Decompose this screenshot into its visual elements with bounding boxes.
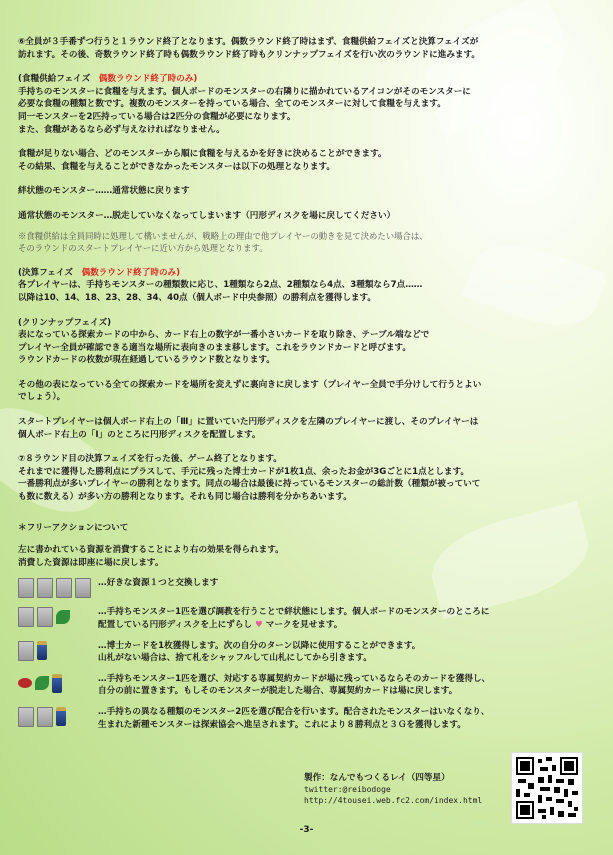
card-icon (56, 578, 72, 598)
food-note: そのラウンドのスタートプレイヤーに近い方から処理となります。 (18, 243, 268, 254)
normal-rule: 通常状態のモンスター…脱走していなくなってしまいます（円形ディスクを場に戻してください） (18, 210, 396, 221)
p7-line: ⑦８ラウンド目の決算フェイズを行った後、ゲーム終了となります。 (18, 454, 282, 465)
food-heading: (食糧供給フェイズ 偶数ラウンド終了時のみ) (18, 74, 198, 85)
cleanup-line: 表になっている探索カードの中から、カード右上の数字が一番小さいカードを取り除き、テーブル端などで (18, 330, 430, 341)
bond-rule: 絆状態のモンスター……通常状態に戻ります (18, 186, 190, 197)
resource-icons (18, 706, 98, 727)
cleanup-line: プレイヤー全員が確認できる適当な場所に表向きのまま移します。これをラウンドカードと呼びます。 (18, 342, 411, 353)
heart-icon: ♥ (255, 620, 263, 630)
p7-line: 一番勝利点が多いプレイヤーの勝利となります。同点の場合は最後に持っているモンスターの総計数（種類が被っていて (18, 479, 481, 490)
card-icon (18, 578, 34, 598)
cleanup-line: ラウンドカードの枚数が現在経過しているラウンド数となります。 (18, 355, 275, 366)
free-action-text: …好きな資源１つと交換します (98, 578, 219, 589)
food-line: 食糧が足りない場合、どのモンスターから順に食糧を与えるかを好きに決めることができます。 (18, 149, 387, 160)
food-line: 手持ちのモンスターに食糧を与えます。個人ボードのモンスターの右隣りに描かれているアイコンがそのモンスターに (18, 86, 471, 97)
card-icon (37, 607, 53, 627)
settle-heading: (決算フェイズ 偶数ラウンド終了時のみ) (18, 267, 181, 278)
free-action-row (18, 640, 598, 665)
food-line: 必要な食糧の種類と数です。複数のモンスターを持っている場合、全てのモンスターに対して食糧を与えます。 (18, 99, 446, 110)
free-intro: 左に書かれている資源を消費することにより右の効果を得られます。 (18, 545, 284, 556)
p7-line: それまでに獲得した勝利点にプラスして、手元に残った博士カードが1枚1点、余ったお金が3Gごとに1点とします。 (18, 466, 469, 477)
food-meat-icon (18, 678, 32, 688)
free-action-text: …手持ちモンスター1匹を選び、対応する専属契約カードが場に残っているならそのカードを獲得し、 (98, 673, 491, 684)
qr-code-icon (512, 753, 582, 823)
card-icon (18, 707, 34, 727)
food-leaf-icon (56, 610, 70, 624)
free-action-text: 自分の前に置きます。もしそのモンスターが脱走した場合、専属契約カードは場に戻します。 (98, 686, 458, 697)
cleanup-line: 個人ボード右上の「Ⅰ」のところに円形ディスクを配置します。 (18, 429, 261, 440)
free-action-text: 生まれた新種モンスターは探索協会へ進呈されます。これにより８勝利点と３Ｇを獲得します。 (98, 719, 466, 730)
food-leaf-icon (35, 676, 49, 690)
free-action-row (18, 577, 598, 598)
credit-url: http://4tousei.web.fc2.com/index.html (304, 796, 483, 805)
free-action-text: 山札がない場合は、捨て札をシャッフルして山札にしてから引きます。 (98, 653, 372, 664)
resource-icons (18, 606, 98, 627)
free-heading: ＊フリーアクションについて (18, 522, 129, 533)
food-line: また、食糧があるなら必ず与えなければなりません。 (18, 124, 225, 135)
potion-jar-icon (56, 707, 66, 726)
free-action-row (18, 673, 598, 698)
resource-icons (18, 640, 98, 661)
settle-line: 以降は10、14、18、23、28、34、40点（個人ボード中央参照）の勝利点を獲得します。 (18, 292, 377, 303)
resource-icons (18, 673, 98, 693)
card-icon (18, 641, 34, 661)
card-icon (18, 607, 34, 627)
credit-block (304, 773, 482, 806)
potion-jar-icon (37, 641, 47, 660)
credit-twitter: twitter:@reibodoge (304, 785, 391, 794)
free-action-row (18, 606, 598, 631)
free-action-text: …博士カードを1枚獲得します。次の自分のターン以降に使用することができます。 (98, 640, 421, 651)
card-icon (75, 578, 91, 598)
rules-page (18, 36, 598, 731)
free-action-row (18, 706, 598, 731)
food-line: 同一モンスターを2匹持っている場合は2匹分の食糧が必要になります。 (18, 111, 296, 122)
potion-jar-icon (52, 674, 62, 693)
p7-line: も数に数える）が多い方の勝利となります。それも同じ場合は勝利を分かちあいます。 (18, 492, 352, 503)
free-action-text: 配置している円形ディスクを上にずらし ♥ マークを見せます。 (98, 620, 343, 630)
cleanup-line: その他の表になっている全ての探索カードを場所を変えずに裏向きに戻します（プレイヤー全員で手分けして行うとよい (18, 379, 482, 390)
p1-line2: 訪れます。その後、奇数ラウンド終了時も偶数ラウンド終了時もクリンナップフェイズを行い次のラウンドに進みます。 (18, 49, 481, 60)
credit-author: 製作：なんでもつくるレイ（四等星） (304, 773, 450, 783)
card-icon (37, 707, 53, 727)
settle-line: 各プレイヤーは、手持ちモンスターの種類数に応じ、1種類なら2点、2種類なら4点、3種類なら7点…… (18, 280, 423, 291)
cleanup-heading: (クリンナップフェイズ) (18, 317, 112, 328)
card-icon (37, 578, 53, 598)
food-note: ※食糧供給は全員同時に処理して構いませんが、戦略上の理由で他プレイヤーの動きを見て決めたい場合は、 (18, 230, 428, 241)
p1-line1: ⑥全員が３手番ずつ行うと１ラウンド終了となります。偶数ラウンド終了時はまず、食糧供給フェイズと決算フェイズが (18, 37, 479, 47)
page-number: -3- (299, 825, 314, 835)
resource-icons (18, 577, 98, 598)
cleanup-line: でしょう）。 (18, 392, 66, 403)
food-line: その結果、食糧を与えることができなかったモンスターは以下の処理となります。 (18, 161, 336, 172)
free-intro: 消費した資源は即座に場に戻します。 (18, 557, 164, 568)
free-action-text: …手持ちモンスター1匹を選び調教を行うことで絆状態にします。個人ボードのモンスターのところに (98, 607, 490, 618)
cleanup-line: スタートプレイヤーは個人ボード右上の「Ⅲ」に置いていた円形ディスクを左隣のプレイヤーに渡し、そのプレイヤーは (18, 417, 479, 428)
free-action-text: …手持ちの異なる種類のモンスター2匹を選び配合を行います。配合されたモンスターはいなくなり、 (98, 706, 490, 717)
